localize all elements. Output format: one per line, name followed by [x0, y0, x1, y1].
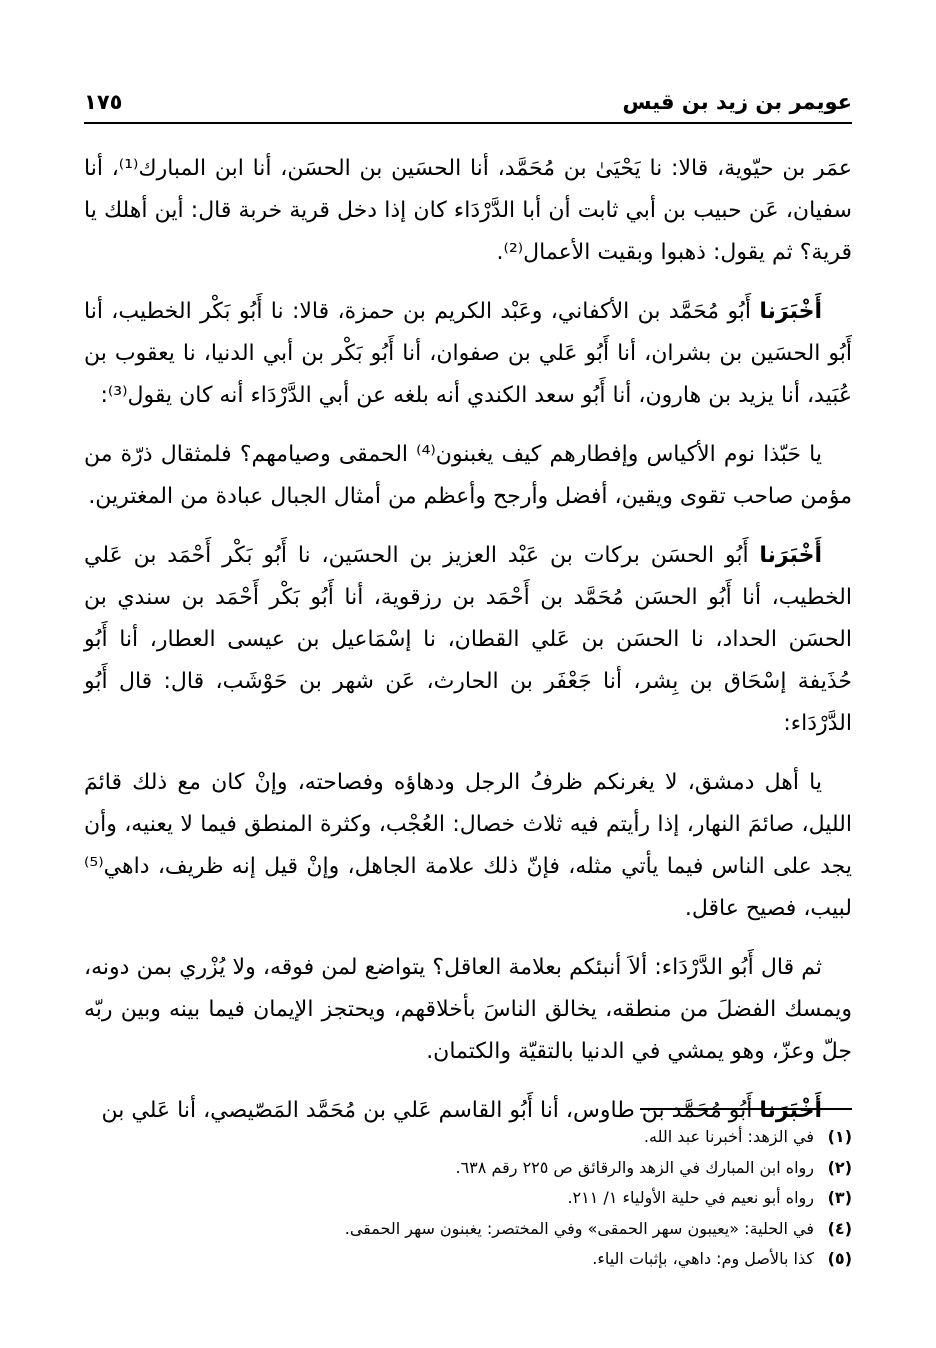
running-title: عويمر بن زيد بن قيس	[622, 90, 852, 114]
footnote-2	[84, 1153, 852, 1184]
paragraph-5	[84, 762, 852, 930]
paragraph-keyword: أَخْبَرَنا	[759, 543, 822, 568]
footnote-3	[84, 1183, 852, 1214]
footnote-text: رواه ابن المبارك في الزهد والرقائق ص ٢٢٥ رقم ٦٣٨.	[455, 1157, 814, 1177]
footnote-4	[84, 1214, 852, 1245]
paragraph-6	[84, 947, 852, 1073]
paragraph-keyword: أَخْبَرَنا	[759, 1098, 822, 1123]
footnote-1	[84, 1122, 852, 1153]
footnote-number: (٣)	[827, 1188, 852, 1207]
main-text	[84, 148, 852, 1149]
footnote-number: (١)	[827, 1127, 852, 1146]
paragraph-text: عمَر بن حيّوية، قالا: نا يَحْيَىٰ بن مُحَمَّد، أنا الحسَين بن الحسَن، أنا ابن المبارك⁽¹⁾، أنا سفيان، عَن حبيب بن أبي ثابت أن أبا الدَّرْدَاء كان إذا دخل قرية خربة قال: أين أهلك يا قرية؟ ثم يقول: ذهبوا وبقيت الأعمال⁽²⁾.	[84, 156, 853, 265]
paragraph-text: أَبُو الحسَن بركات بن عَبْد العزيز بن الحسَين، نا أَبُو بَكْر أَحْمَد بن عَلي الخطيب، أنا أَبُو الحسَن مُحَمَّد بن أَحْمَد بن رزقوية، أنا أَبُو بَكْر أَحْمَد بن سندي بن الحسَن الحداد، نا الحسَن بن عَلي القطان، نا إسْمَاعيل بن عيسى العطار، أنا أَبُو حُذَيفة إسْحَاق بن بِشر، أنا جَعْفَر بن الحارث، عَن شهر بن حَوْشَب، قال: قال أَبُو الدَّرْدَاء:	[84, 543, 852, 736]
footnote-text: في الزهد: أخبرنا عبد الله.	[643, 1127, 814, 1146]
footnote-text: رواه أبو نعيم في حلية الأولياء ١/ ٢١١.	[567, 1188, 814, 1207]
paragraph-keyword: أَخْبَرَنا	[759, 299, 822, 324]
paragraph-2	[84, 291, 852, 417]
footnotes	[84, 1122, 852, 1275]
running-header	[84, 86, 852, 124]
footnote-number: (٤)	[827, 1218, 852, 1238]
paragraph-1	[84, 148, 852, 274]
paragraph-4	[84, 535, 852, 745]
page-number: ١٧٥	[84, 90, 123, 114]
footnote-separator	[640, 1108, 852, 1110]
footnote-text: في الحلية: «يعيبون سهر الحمقى» وفي المختصر: يغبنون سهر الحمقى.	[344, 1218, 814, 1238]
paragraph-text: يا أهل دمشق، لا يغرنكم ظرفُ الرجل ودهاؤه وفصاحته، وإنْ كان مع ذلك قائمَ الليل، صائمَ النهار، إذا رأيتم فيه ثلاث خصال: العُجْب، وكثرة المنطق فيما لا يعنيه، وأن يجد على الناس فيما يأتي مثله، فإنّ ذلك علامة الجاهل، وإنْ قيل إنه ظريف، داهي⁽⁵⁾ لبيب، فصيح عاقل.	[84, 770, 852, 921]
paragraph-text: يا حَبّذا نوم الأكياس وإفطارهم كيف يغبنون⁽⁴⁾ الحمقى وصيامهم؟ فلمثقال ذرّة من مؤمن صاحب تقوى ويقين، أفضل وأرجح وأعظم من أمثال الجبال عبادة من المغترين.	[84, 442, 852, 509]
paragraph-text: أَبُو مُحَمَّد بن الأكفاني، وعَبْد الكريم بن حمزة، قالا: نا أَبُو بَكْر الخطيب، أنا أَبُو الحسَين بن بشران، أنا أَبُو عَلي بن صفوان، أنا أَبُو بَكْر بن أبي الدنيا، نا يعقوب بن عُبَيد، أنا يزيد بن هارون، أنا أَبُو سعد الكندي أنه بلغه عن أبي الدَّرْدَاء أنه كان يقول⁽³⁾:	[84, 299, 852, 408]
footnote-5	[84, 1244, 852, 1275]
paragraph-text: أَبُو مُحَمَّد بن طاوس، أنا أَبُو القاسم عَلي بن مُحَمَّد المَصّيصي، أنا عَلي بن	[101, 1098, 760, 1123]
paragraph-text: ثم قال أَبُو الدَّرْدَاء: ألاَ أنبئكم بعلامة العاقل؟ يتواضع لمن فوقه، ولا يُزْري بمن دونه، ويمسك الفضلَ من منطقه، يخالق الناسَ بأخلاقهم، ويحتجز الإيمان فيما بينه وبين ربّه جلّ وعزّ، وهو يمشي في الدنيا بالتقيّة والكتمان.	[84, 955, 852, 1064]
paragraph-3	[84, 434, 852, 518]
footnote-text: كذا بالأصل وم: داهي، بإثبات الياء.	[592, 1249, 814, 1268]
footnote-number: (٢)	[827, 1157, 852, 1177]
footnote-number: (٥)	[827, 1249, 852, 1268]
